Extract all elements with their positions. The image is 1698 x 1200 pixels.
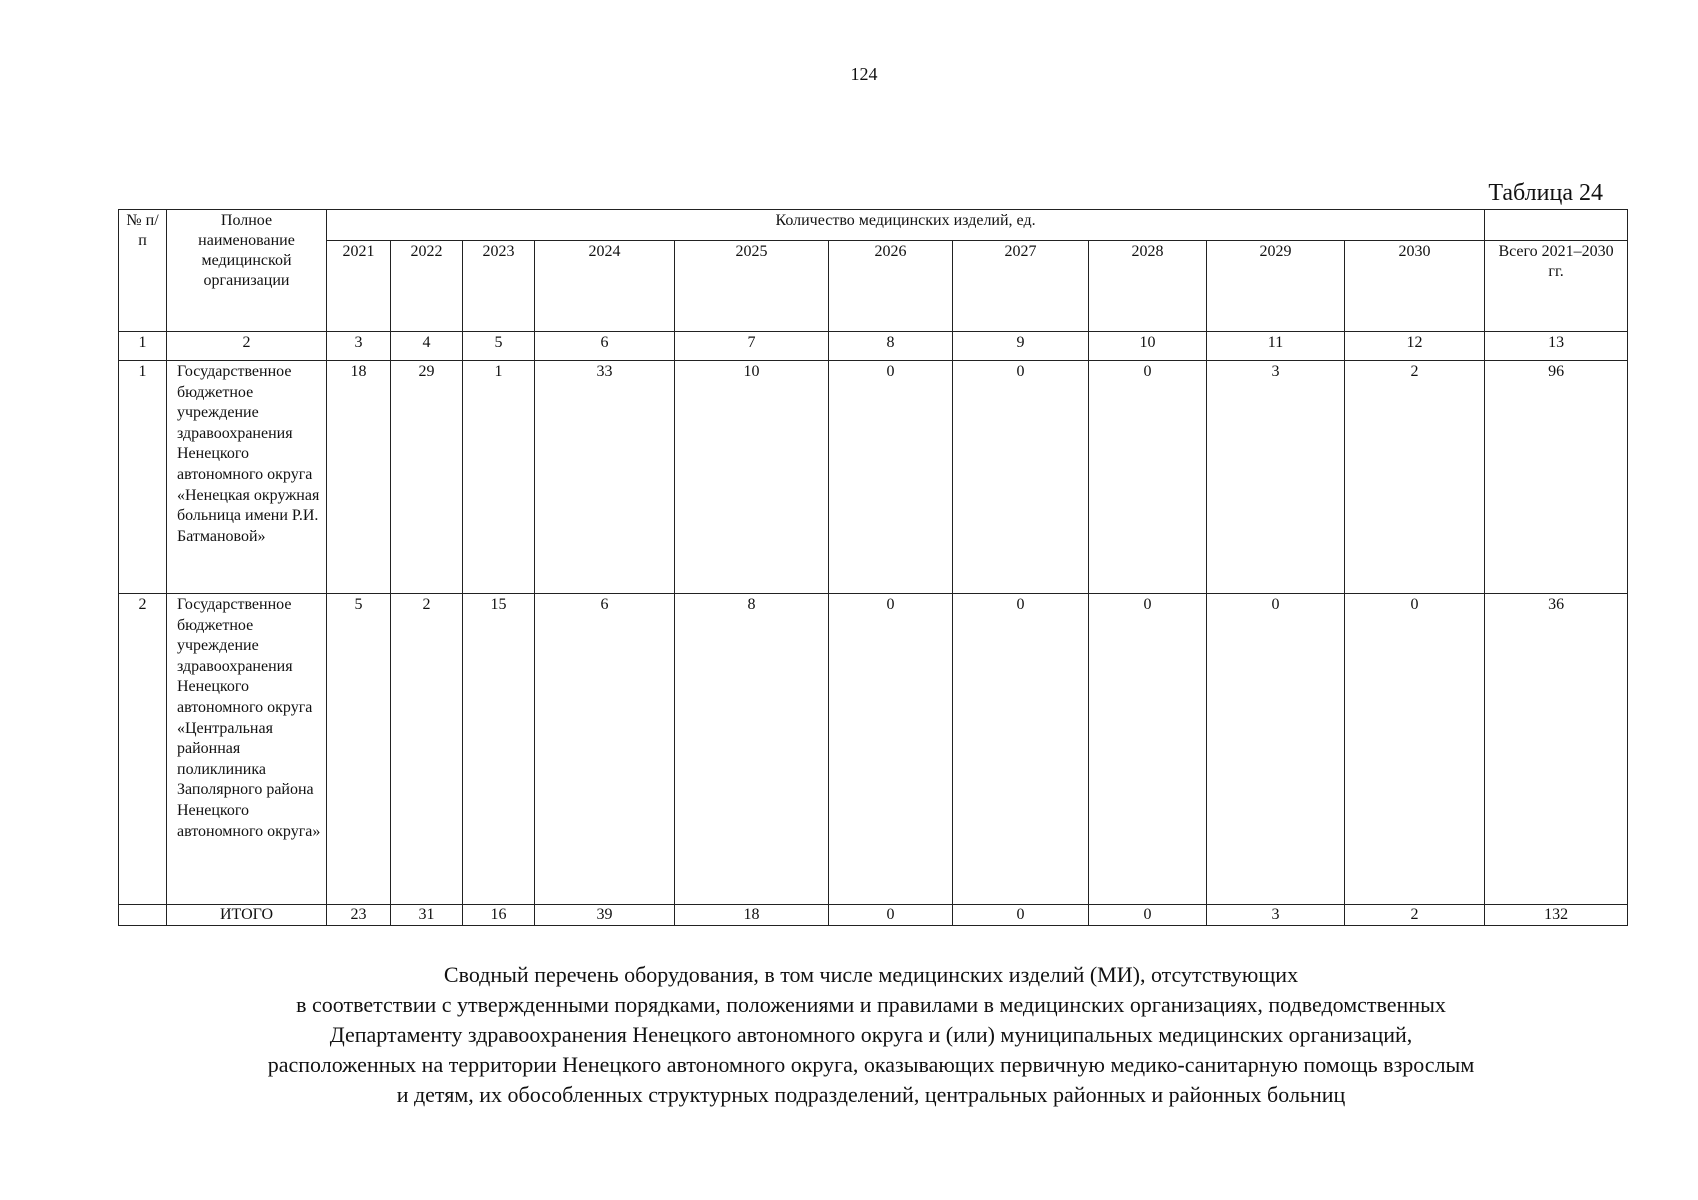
table-row xyxy=(119,361,1628,594)
header-year: 2027 xyxy=(953,241,1089,332)
grand-total: 132 xyxy=(1485,905,1628,926)
header-year: 2028 xyxy=(1089,241,1207,332)
header-empty xyxy=(1485,210,1628,241)
value-cell: 18 xyxy=(327,361,391,594)
header-num: № п/п xyxy=(119,210,167,332)
section-title-line: Департаменту здравоохранения Ненецкого автономного округа и (или) муниципальных медицинских организаций, xyxy=(329,1022,1413,1047)
section-title-line: и детям, их обособленных структурных подразделений, центральных районных и районных больниц xyxy=(396,1082,1346,1107)
value-cell: 15 xyxy=(463,594,535,905)
header-group: Количество медицинских изделий, ед. xyxy=(327,210,1485,241)
header-year: 2021 xyxy=(327,241,391,332)
total-row-empty xyxy=(119,905,167,926)
total-label: ИТОГО xyxy=(167,905,327,926)
column-number: 13 xyxy=(1485,332,1628,361)
value-cell: 0 xyxy=(953,594,1089,905)
section-title-line: расположенных на территории Ненецкого автономного округа, оказывающих первичную медико-санитарную помощь взрослым xyxy=(267,1052,1475,1077)
column-number: 11 xyxy=(1207,332,1345,361)
table-caption: Таблица 24 xyxy=(1488,180,1603,206)
value-cell: 0 xyxy=(1207,594,1345,905)
section-title-line: в соответствии с утвержденными порядками, положениями и правилами в медицинских организациях, подведомственных xyxy=(296,992,1446,1017)
table-header-years-row xyxy=(119,241,1628,332)
header-year: 2029 xyxy=(1207,241,1345,332)
header-year: 2024 xyxy=(535,241,675,332)
value-cell: 8 xyxy=(675,594,829,905)
table-row xyxy=(119,594,1628,905)
total-value: 3 xyxy=(1207,905,1345,926)
value-cell: 2 xyxy=(391,594,463,905)
org-name: Государственное бюджетное учреждение здравоохранения Ненецкого автономного округа «Ненецкая окружная больница имени Р.И. Батмановой» xyxy=(167,361,327,594)
row-num: 2 xyxy=(119,594,167,905)
total-row xyxy=(119,905,1628,926)
column-numbers-row xyxy=(119,332,1628,361)
value-cell: 3 xyxy=(1207,361,1345,594)
total-value: 23 xyxy=(327,905,391,926)
column-number: 12 xyxy=(1345,332,1485,361)
header-year: 2023 xyxy=(463,241,535,332)
value-cell: 0 xyxy=(953,361,1089,594)
total-value: 0 xyxy=(1089,905,1207,926)
value-cell: 0 xyxy=(829,594,953,905)
row-total: 96 xyxy=(1485,361,1628,594)
total-value: 31 xyxy=(391,905,463,926)
value-cell: 1 xyxy=(463,361,535,594)
column-number: 4 xyxy=(391,332,463,361)
value-cell: 29 xyxy=(391,361,463,594)
value-cell: 0 xyxy=(829,361,953,594)
header-org: Полное наименование медицинской организации xyxy=(167,210,327,332)
medical-devices-table xyxy=(118,209,1628,926)
total-value: 18 xyxy=(675,905,829,926)
section-title-line: Сводный перечень оборудования, в том числе медицинских изделий (МИ), отсутствующих xyxy=(443,962,1299,987)
value-cell: 0 xyxy=(1089,594,1207,905)
column-number: 1 xyxy=(119,332,167,361)
total-value: 0 xyxy=(829,905,953,926)
value-cell: 5 xyxy=(327,594,391,905)
column-number: 3 xyxy=(327,332,391,361)
header-total: Всего 2021–2030 гг. xyxy=(1485,241,1628,332)
value-cell: 6 xyxy=(535,594,675,905)
column-number: 8 xyxy=(829,332,953,361)
table-header-row xyxy=(119,210,1628,241)
value-cell: 0 xyxy=(1089,361,1207,594)
column-number: 9 xyxy=(953,332,1089,361)
column-number: 7 xyxy=(675,332,829,361)
value-cell: 10 xyxy=(675,361,829,594)
column-number: 5 xyxy=(463,332,535,361)
value-cell: 33 xyxy=(535,361,675,594)
total-value: 39 xyxy=(535,905,675,926)
row-total: 36 xyxy=(1485,594,1628,905)
header-year: 2022 xyxy=(391,241,463,332)
page-number: 124 xyxy=(850,64,878,84)
total-value: 16 xyxy=(463,905,535,926)
org-name: Государственное бюджетное учреждение здравоохранения Ненецкого автономного округа «Центральная районная поликлиника Заполярного района Ненецкого автономного округа» xyxy=(167,594,327,905)
column-number: 2 xyxy=(167,332,327,361)
column-number: 10 xyxy=(1089,332,1207,361)
column-number: 6 xyxy=(535,332,675,361)
header-year: 2026 xyxy=(829,241,953,332)
total-value: 0 xyxy=(953,905,1089,926)
row-num: 1 xyxy=(119,361,167,594)
value-cell: 0 xyxy=(1345,594,1485,905)
header-year: 2025 xyxy=(675,241,829,332)
value-cell: 2 xyxy=(1345,361,1485,594)
section-title xyxy=(0,960,1698,1110)
header-year: 2030 xyxy=(1345,241,1485,332)
total-value: 2 xyxy=(1345,905,1485,926)
